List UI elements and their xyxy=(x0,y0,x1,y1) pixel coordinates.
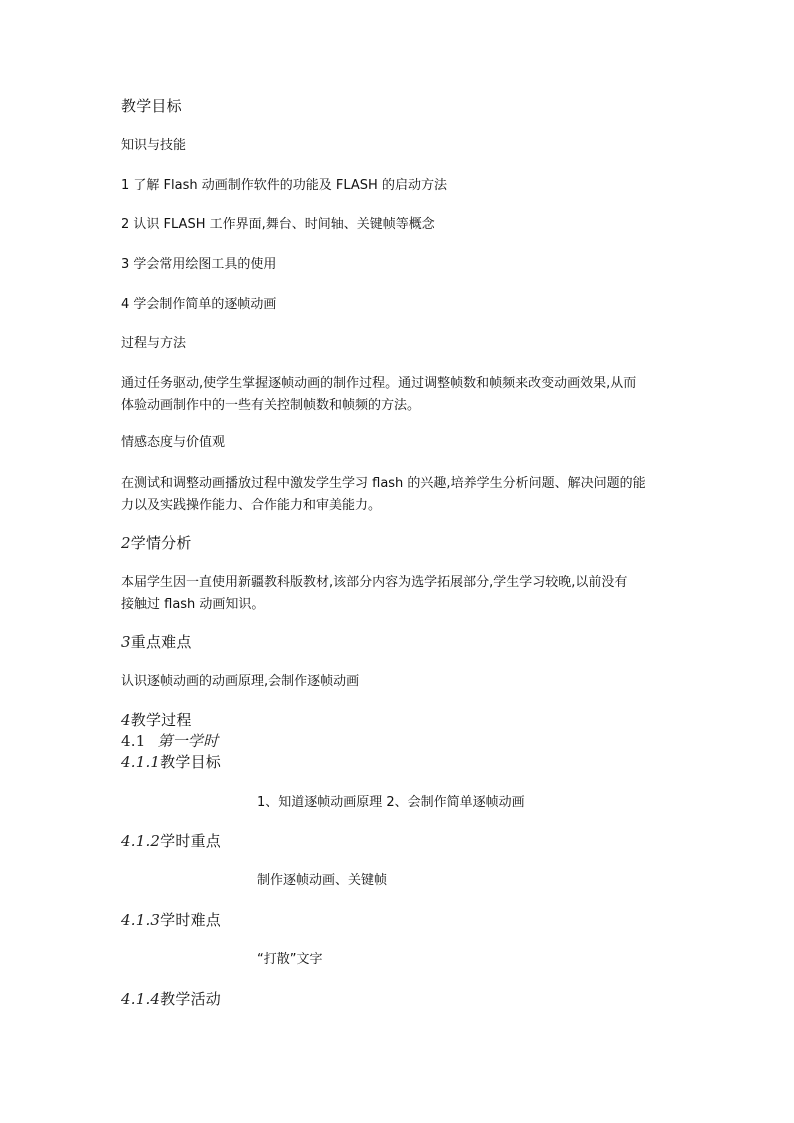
page-title: 教学目标 xyxy=(121,97,182,115)
paragraph-line: 力以及实践操作能力、合作能力和审美能力。 xyxy=(121,498,382,513)
subsection-4-1-3-text: “打散”文字 xyxy=(257,952,323,967)
emotion-heading: 情感态度与价值观 xyxy=(121,435,226,450)
section-label: 教学目标 xyxy=(160,753,221,771)
process-paragraph xyxy=(121,373,681,417)
section3-text: 认识逐帧动画的动画原理,会制作逐帧动画 xyxy=(121,674,360,689)
emotion-paragraph xyxy=(121,473,681,517)
section-number: 4.1.3 xyxy=(121,911,161,929)
section-number: 4.1.4 xyxy=(121,990,161,1008)
section-number: 4.1.1 xyxy=(121,753,161,771)
section-number: 4 xyxy=(121,711,131,729)
knowledge-item: 4 学会制作简单的逐帧动画 xyxy=(121,297,277,312)
paragraph-line: 通过任务驱动,使学生掌握逐帧动画的制作过程。通过调整帧数和帧频来改变动画效果,从而 xyxy=(121,376,637,391)
section-number: 4.1.2 xyxy=(121,832,161,850)
knowledge-item: 1 了解 Flash 动画制作软件的功能及 FLASH 的启动方法 xyxy=(121,178,447,193)
section-number: 3 xyxy=(121,633,131,651)
section-number: 4.1 xyxy=(121,732,146,750)
section-heading-3 xyxy=(121,632,192,652)
section-label: 学情分析 xyxy=(130,534,192,552)
paragraph-line: 在测试和调整动画播放过程中激发学生学习 flash 的兴趣,培养学生分析问题、解决问题的能 xyxy=(121,476,646,491)
subsection-heading-4-1-1 xyxy=(121,752,221,772)
section-label: 教学过程 xyxy=(130,711,192,729)
subsection-4-1-1-text: 1、知道逐帧动画原理 2、会制作简单逐帧动画 xyxy=(257,795,525,810)
section-label: 学时难点 xyxy=(160,911,221,929)
knowledge-item: 2 认识 FLASH 工作界面,舞台、时间轴、关键帧等概念 xyxy=(121,217,435,232)
subsection-heading-4-1-3 xyxy=(121,910,221,930)
section-heading-2 xyxy=(121,533,192,553)
knowledge-heading: 知识与技能 xyxy=(121,138,187,153)
knowledge-item: 3 学会常用绘图工具的使用 xyxy=(121,257,277,272)
section-label: 重点难点 xyxy=(130,633,192,651)
section2-paragraph xyxy=(121,572,681,616)
section-label: 学时重点 xyxy=(160,832,221,850)
subsection-heading-4-1-2 xyxy=(121,831,221,851)
paragraph-line: 接触过 flash 动画知识。 xyxy=(121,597,265,612)
section-label: 教学活动 xyxy=(160,990,221,1008)
process-heading: 过程与方法 xyxy=(121,336,187,351)
paragraph-line: 体验动画制作中的一些有关控制帧数和帧频的方法。 xyxy=(121,398,421,413)
section-heading-4 xyxy=(121,710,192,730)
section-label: 第一学时 xyxy=(157,732,219,750)
subsection-heading-4-1-4 xyxy=(121,989,221,1009)
section-number: 2 xyxy=(121,534,131,552)
subsection-heading-4-1 xyxy=(121,731,218,751)
subsection-4-1-2-text: 制作逐帧动画、关键帧 xyxy=(257,873,388,888)
paragraph-line: 本届学生因一直使用新疆教科版教材,该部分内容为选学拓展部分,学生学习较晚,以前没有 xyxy=(121,575,628,590)
